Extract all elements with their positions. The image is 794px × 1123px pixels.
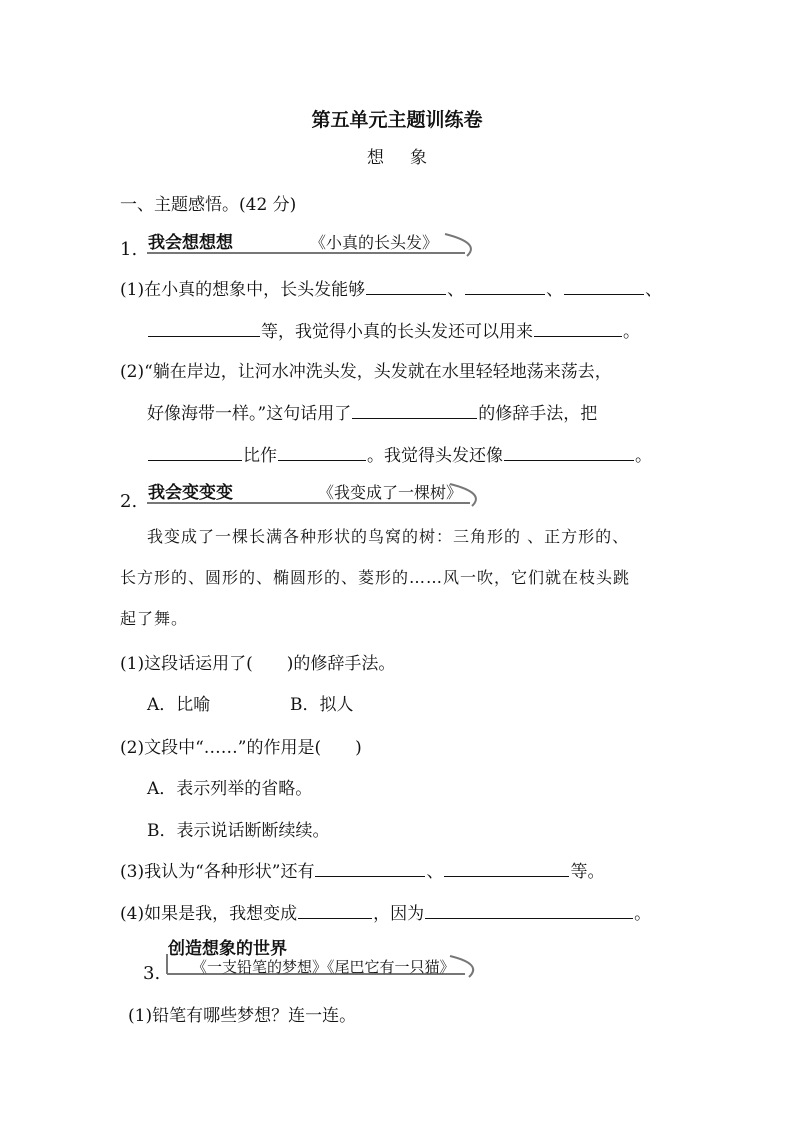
- question-line: [120, 857, 604, 882]
- section-book-title: 《我变成了一棵树》: [318, 483, 463, 502]
- question-text: 。我觉得头发还像: [367, 446, 503, 466]
- option-b[interactable]: B．表示说话断断续续。: [147, 821, 330, 841]
- answer-blank[interactable]: [315, 858, 425, 877]
- answer-blank[interactable]: [352, 400, 477, 419]
- period: 。: [634, 904, 652, 924]
- answer-blank[interactable]: [444, 858, 569, 877]
- question-line: [147, 441, 652, 466]
- passage-line: 我变成了一棵长满各种形状的鸟窝的树：三角形的 、正方形的、: [147, 527, 630, 546]
- passage-line: 起了舞。: [120, 609, 189, 628]
- question-text: 的修辞手法，把: [478, 404, 598, 424]
- question-text: (4)如果是我，我想变成: [120, 904, 298, 924]
- option-a[interactable]: A．比喻: [147, 695, 211, 715]
- question-line: [147, 399, 597, 424]
- separator: 、: [546, 280, 564, 300]
- page-subtitle: 想象: [367, 148, 453, 168]
- question-line: [147, 317, 640, 342]
- period: 等。: [570, 862, 605, 882]
- section-number: 2.: [120, 491, 138, 512]
- question-text: 比作: [243, 446, 277, 466]
- part-heading: 一、主题感悟。(42 分): [120, 195, 297, 215]
- option-b[interactable]: B．拟人: [290, 695, 354, 715]
- option-a[interactable]: A．表示列举的省略。: [147, 779, 313, 799]
- section-book-title: 《一支铅笔的梦想》《尾巴它有一只猫》: [192, 958, 455, 976]
- question-text: (2)“躺在岸边，让河水冲洗头发，头发就在水里轻轻地荡来荡去，: [120, 362, 612, 382]
- question-text: (1)这段话运用了( )的修辞手法。: [120, 654, 396, 674]
- answer-blank[interactable]: [366, 276, 446, 295]
- section-number: 3.: [143, 963, 161, 984]
- page-title: 第五单元主题训练卷: [311, 109, 483, 131]
- separator: 、: [426, 862, 444, 882]
- section-banner-title: 我会变变变: [148, 483, 233, 503]
- section-banner-title: 我会想想想: [148, 233, 233, 253]
- question-line: [120, 275, 662, 300]
- period: 。: [623, 322, 640, 342]
- section-banner-title: 创造想象的世界: [168, 939, 287, 959]
- question-text: 好像海带一样。”这句话用了: [147, 404, 352, 424]
- question-line: [120, 899, 651, 924]
- separator: 、: [645, 280, 663, 300]
- answer-blank[interactable]: [534, 318, 622, 337]
- question-text: ，因为: [373, 904, 425, 924]
- passage-line: 长方形的、圆形的、椭圆形的、菱形的……风一吹，它们就在枝头跳: [120, 568, 631, 587]
- section-number: 1.: [120, 239, 138, 260]
- answer-blank[interactable]: [148, 442, 242, 461]
- answer-blank[interactable]: [504, 442, 634, 461]
- question-text: (1)在小真的想象中，长头发能够: [120, 280, 366, 300]
- answer-blank[interactable]: [148, 318, 260, 337]
- question-text: (1)铅笔有哪些梦想？连一连。: [128, 1006, 357, 1026]
- period: 。: [635, 446, 652, 466]
- question-text: 等，我觉得小真的长头发还可以用来: [261, 322, 533, 342]
- answer-blank[interactable]: [425, 900, 633, 919]
- separator: 、: [447, 280, 465, 300]
- section-book-title: 《小真的长头发》: [310, 233, 439, 252]
- answer-blank[interactable]: [278, 442, 366, 461]
- answer-blank[interactable]: [465, 276, 545, 295]
- answer-blank[interactable]: [564, 276, 644, 295]
- answer-blank[interactable]: [298, 900, 372, 919]
- question-text: (2)文段中“……”的作用是( ): [120, 738, 362, 758]
- question-text: (3)我认为“各种形状”还有: [120, 862, 315, 882]
